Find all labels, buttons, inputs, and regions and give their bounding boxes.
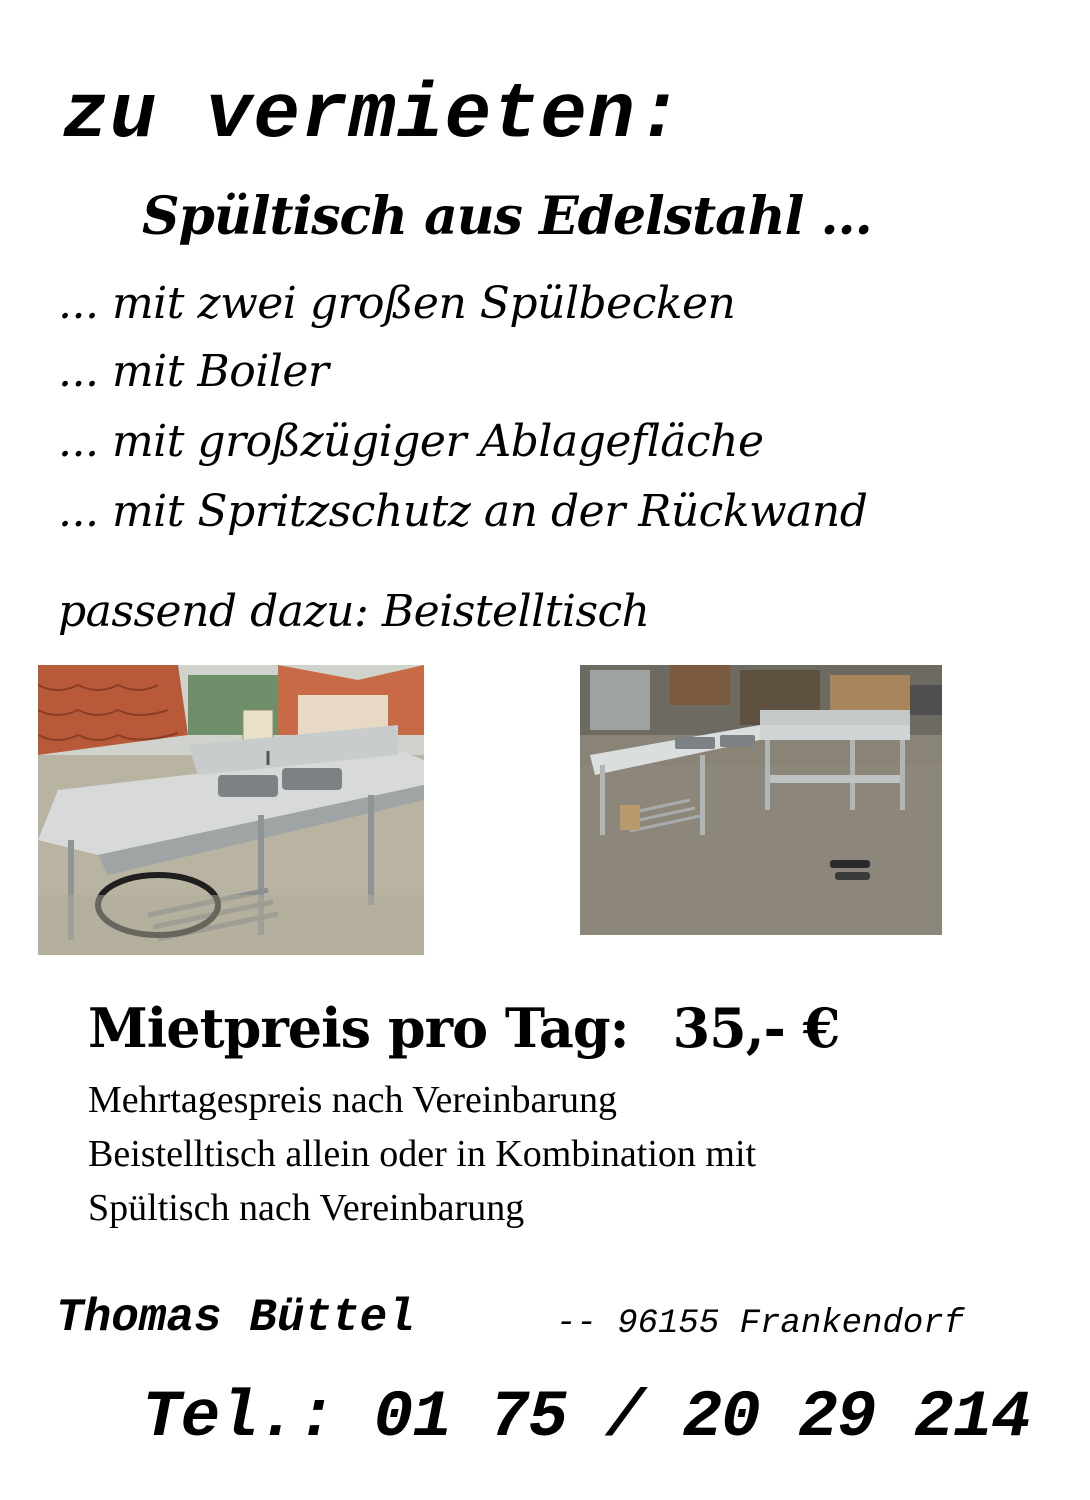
contact-phone: Tel.: 01 75 / 20 29 214 bbox=[142, 1380, 1030, 1455]
contact-name: Thomas Büttel bbox=[56, 1292, 415, 1344]
feature-item: ... mit Spritzschutz an der Rückwand bbox=[58, 486, 868, 537]
photo-sink-table bbox=[38, 665, 424, 955]
price-note: Mehrtagespreis nach Vereinbarung bbox=[88, 1079, 617, 1121]
photo-side-table bbox=[580, 665, 942, 935]
feature-item: ... mit zwei großen Spülbecken bbox=[58, 278, 736, 329]
extra-item: passend dazu: Beistelltisch bbox=[58, 586, 650, 637]
subtitle: Spültisch aus Edelstahl ... bbox=[142, 186, 872, 247]
feature-item: ... mit Boiler bbox=[58, 346, 329, 397]
headline: zu vermieten: bbox=[62, 72, 684, 160]
feature-item: ... mit großzügiger Ablagefläche bbox=[58, 416, 764, 467]
contact-address: -- 96155 Frankendorf bbox=[556, 1305, 965, 1343]
price-amount: 35,- € bbox=[672, 996, 840, 1060]
price-label: Mietpreis pro Tag: bbox=[88, 996, 629, 1060]
price-note: Spültisch nach Vereinbarung bbox=[88, 1187, 525, 1229]
price-line bbox=[88, 996, 839, 1060]
price-note: Beistelltisch allein oder in Kombination mit bbox=[88, 1133, 757, 1175]
